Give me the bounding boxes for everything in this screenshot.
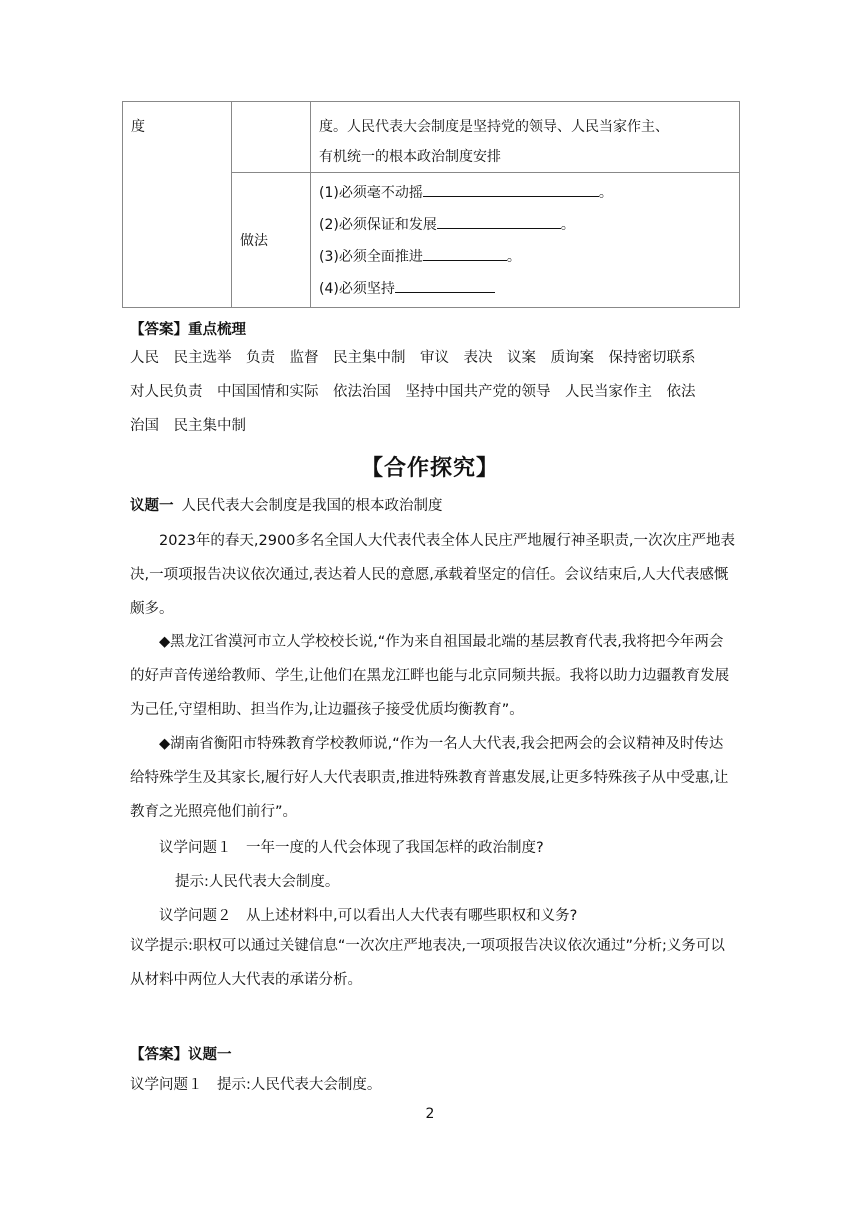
question-2: 议学问题２ 从上述材料中,可以看出人大代表有哪些职权和义务? xyxy=(159,908,578,924)
section-heading: 【合作探究】 xyxy=(360,456,499,481)
hint-1: 提示:人民代表大会制度。 xyxy=(175,874,340,890)
fill-in-blank xyxy=(423,179,599,197)
topic-title: 议题一 人民代表大会制度是我国的根本政治制度 xyxy=(130,498,443,514)
table-cell-topic: 度 xyxy=(123,102,232,308)
answer-keywords: 人民 民主选举 负责 监督 民主集中制 审议 表决 议案 质询案 保持密切联系 对人民负责 中国国情和实际 依法治国 坚持中国共产党的领导 人民当家作主 依法 治国 民主集中制 xyxy=(130,350,696,434)
fill-in-item: (3)必须全面推进 。 xyxy=(319,241,731,273)
fill-in-item: (2)必须保证和发展 。 xyxy=(319,209,731,241)
fill-in-blank xyxy=(437,211,561,229)
answer-line: 议学问题１ 提示:人民代表大会制度。 xyxy=(130,1077,382,1093)
material-paragraph: ◆湖南省衡阳市特殊教育学校教师说,“作为一名人大代表,我会把两会的会议精神及时传达给特殊学生及其家长,履行好人大代表职责,推进特殊教育普惠发展,让更多特殊孩子从中受惠,让教育之光照亮他们前行”。 xyxy=(130,736,729,820)
material-paragraph: 2023年的春天,2900多名全国人大代表代表全体人民庄严地履行神圣职责,一次次庄严地表决,一项项报告决议依次通过,表达着人民的意愿,承载着坚定的信任。会议结束后,人大代表感慨颇多。 xyxy=(130,533,736,617)
review-table xyxy=(122,101,740,308)
fill-in-item: (4)必须坚持 xyxy=(319,273,731,305)
answer-heading: 【答案】重点梳理 xyxy=(130,322,246,338)
table-cell-content: 度。人民代表大会制度是坚持党的领导、人民当家作主、 有机统一的根本政治制度安排 xyxy=(311,102,740,173)
table-cell-label: 做法 xyxy=(232,173,311,308)
table-cell-empty xyxy=(232,102,311,173)
fill-in-blank xyxy=(395,275,495,293)
fill-in-blank xyxy=(423,243,507,261)
material-paragraph: ◆黑龙江省漠河市立人学校校长说,“作为来自祖国最北端的基层教育代表,我将把今年两会的好声音传递给教师、学生,让他们在黑龙江畔也能与北京同频共振。我将以助力边疆教育发展为己任,守望相助、担当作为,让边疆孩子接受优质均衡教育”。 xyxy=(130,634,730,718)
table-row xyxy=(123,102,740,173)
answer-heading: 【答案】议题一 xyxy=(130,1047,232,1063)
page-number: 2 xyxy=(425,1106,435,1122)
table-cell-fill-in xyxy=(311,173,740,308)
question-1: 议学问题１ 一年一度的人代会体现了我国怎样的政治制度? xyxy=(159,840,544,856)
hint-2: 议学提示:职权可以通过关键信息“一次次庄严地表决,一项项报告决议依次通过”分析;义务可以从材料中两位人大代表的承诺分析。 xyxy=(130,938,725,988)
fill-in-item: (1)必须毫不动摇 。 xyxy=(319,177,731,209)
